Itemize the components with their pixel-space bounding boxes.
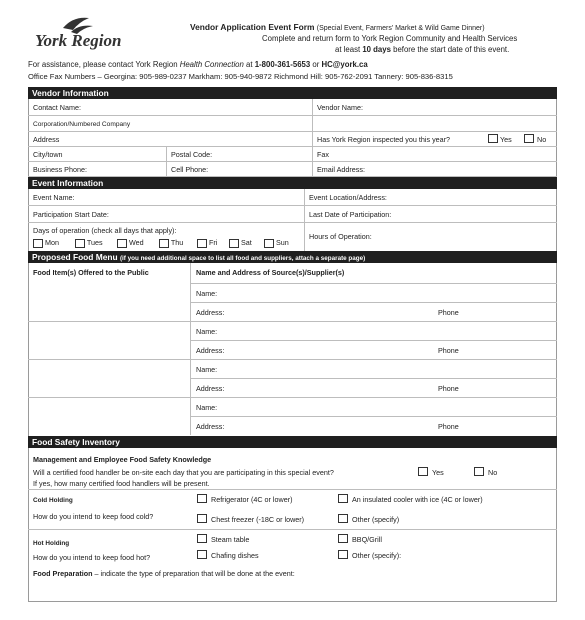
supplier-1-phone[interactable]: Phone: [438, 308, 459, 317]
day-fri-checkbox[interactable]: [197, 239, 207, 248]
field-event-name[interactable]: Event Name:: [33, 193, 75, 202]
freezer-label: Chest freezer (-18C or lower): [211, 515, 305, 524]
assistance-italic: Health Connection: [179, 60, 244, 69]
mgmt-knowledge-title: Management and Employee Food Safety Knowledge: [33, 455, 212, 464]
chafing-checkbox[interactable]: [197, 550, 207, 559]
steam-table-checkbox[interactable]: [197, 534, 207, 543]
food-preparation-line: [33, 569, 295, 578]
handler-no-label: No: [488, 468, 498, 477]
day-wed-label: Wed: [129, 238, 144, 247]
inspected-question: [317, 135, 450, 144]
day-sun[interactable]: [264, 238, 298, 248]
supplier-2-phone[interactable]: Phone: [438, 346, 459, 355]
form-title: Vendor Application Event Form: [190, 22, 315, 32]
supplier-1-name[interactable]: Name:: [196, 289, 218, 298]
day-thu-label: Thu: [170, 238, 184, 247]
freezer-checkbox[interactable]: [197, 514, 207, 523]
day-tues-checkbox[interactable]: [75, 239, 85, 248]
field-event-location[interactable]: Event Location/Address:: [309, 193, 387, 202]
header-instructions-line3: [335, 45, 509, 55]
section-proposed-food-menu: [28, 251, 557, 263]
supplier-1-address[interactable]: Address:: [196, 308, 225, 317]
day-thu[interactable]: [159, 238, 197, 248]
fridge-label: Refrigerator (4C or lower): [211, 495, 293, 504]
day-sat[interactable]: [229, 238, 264, 248]
bbq-checkbox[interactable]: [338, 534, 348, 543]
days-checkbox-row: [33, 238, 298, 248]
cold-other-checkbox[interactable]: [338, 514, 348, 523]
bbq-label: BBQ/Grill: [352, 535, 382, 544]
supplier-4-name[interactable]: Name:: [196, 403, 218, 412]
day-mon-label: Mon: [45, 238, 59, 247]
fax-numbers: Office Fax Numbers – Georgina: 905-989-0237 Markham: 905-940-9872 Richmond Hill: 905-762-2091 Tannery: 905-836-8315: [28, 72, 453, 81]
field-vendor-name[interactable]: Vendor Name:: [317, 103, 363, 112]
hot-other-checkbox[interactable]: [338, 550, 348, 559]
cold-holding-question: How do you intend to keep food cold?: [33, 512, 154, 521]
field-last-date[interactable]: Last Date of Participation:: [309, 210, 392, 219]
supplier-3-address[interactable]: Address:: [196, 384, 225, 393]
handler-yes-checkbox[interactable]: [418, 467, 428, 476]
day-tues-label: Tues: [86, 238, 103, 247]
cold-holding-title: Cold Holding: [33, 497, 73, 504]
assistance-mid: at: [246, 60, 253, 69]
section-vendor-information: Vendor Information: [28, 87, 557, 99]
col-food-items: Food Item(s) Offered to the Public: [33, 268, 149, 277]
handler-count-question: If yes, how many certified food handlers will be present.: [33, 479, 210, 488]
day-mon-checkbox[interactable]: [33, 239, 43, 248]
day-sat-label: Sat: [241, 238, 252, 247]
steam-table-label: Steam table: [211, 535, 250, 544]
food-prep-title: Food Preparation: [33, 569, 93, 578]
hot-holding-title: Hot Holding: [33, 540, 70, 547]
section-event-information: Event Information: [28, 177, 557, 189]
section-food-safety-inventory: Food Safety Inventory: [28, 436, 557, 448]
inspected-no-label: No: [537, 135, 547, 144]
day-sat-checkbox[interactable]: [229, 239, 239, 248]
cooler-label: An insulated cooler with ice (4C or lower): [352, 495, 483, 504]
fridge-checkbox[interactable]: [197, 494, 207, 503]
menu-heading-note: (if you need additional space to list all food and suppliers, attach a separate page): [119, 255, 366, 262]
handler-no-checkbox[interactable]: [474, 467, 484, 476]
inspected-yes-label: Yes: [500, 135, 512, 144]
field-corporation[interactable]: Corporation/Numbered Company: [33, 121, 131, 128]
supplier-2-address[interactable]: Address:: [196, 346, 225, 355]
assistance-pre: For assistance, please contact York Region: [28, 60, 178, 69]
logo-text: York Region: [35, 31, 122, 50]
field-city[interactable]: City/town: [33, 150, 63, 159]
header-instructions-line2: Complete and return form to York Region Community and Health Services: [262, 34, 518, 43]
assistance-line: [28, 60, 368, 70]
certified-handler-question: Will a certified food handler be on-site each day that you are participating in this special event?: [33, 468, 334, 477]
day-fri[interactable]: [197, 238, 229, 248]
supplier-3-phone[interactable]: Phone: [438, 384, 459, 393]
supplier-4-address[interactable]: Address:: [196, 422, 225, 431]
inspected-no-checkbox[interactable]: [524, 134, 534, 143]
menu-heading: Proposed Food Menu: [32, 252, 118, 262]
inspected-label: Has York Region inspected you this year?: [317, 135, 451, 144]
field-start-date[interactable]: Participation Start Date:: [33, 210, 109, 219]
line3-pre: at least: [335, 45, 361, 54]
hot-holding-question: How do you intend to keep food hot?: [33, 553, 151, 562]
day-sun-label: Sun: [276, 238, 289, 247]
field-address[interactable]: Address: [33, 135, 60, 144]
day-wed[interactable]: [117, 238, 159, 248]
day-mon[interactable]: [33, 238, 75, 248]
assistance-phone: 1-800-361-5653: [254, 60, 311, 69]
line3-bold: 10 days: [362, 45, 391, 54]
col-suppliers: Name and Address of Source(s)/Supplier(s): [196, 268, 345, 277]
assistance-email[interactable]: HC@york.ca: [321, 60, 368, 69]
handler-yes-label: Yes: [432, 468, 444, 477]
assistance-or: or: [312, 60, 320, 69]
field-cell-phone[interactable]: Cell Phone:: [171, 165, 209, 174]
field-postal-code[interactable]: Postal Code:: [171, 150, 213, 159]
day-wed-checkbox[interactable]: [117, 239, 127, 248]
field-email[interactable]: Email Address:: [317, 165, 365, 174]
form-frame: [28, 87, 557, 602]
days-of-operation-label: Days of operation (check all days that apply):: [33, 226, 177, 235]
form-title-line: [190, 22, 485, 34]
form-title-sub: (Special Event, Farmers' Market & Wild Game Dinner): [316, 25, 485, 32]
day-fri-label: Fri: [209, 238, 218, 247]
chafing-label: Chafing dishes: [211, 551, 259, 560]
day-tues[interactable]: [75, 238, 117, 248]
day-sun-checkbox[interactable]: [264, 239, 274, 248]
york-region-logo: [35, 14, 145, 54]
field-fax[interactable]: Fax: [317, 150, 329, 159]
supplier-3-name[interactable]: Name:: [196, 365, 218, 374]
supplier-4-phone[interactable]: Phone: [438, 422, 459, 431]
inspected-yes-checkbox[interactable]: [488, 134, 498, 143]
field-business-phone[interactable]: Business Phone:: [33, 165, 87, 174]
day-thu-checkbox[interactable]: [159, 239, 169, 248]
cold-other-label: Other (specify): [352, 515, 400, 524]
cooler-checkbox[interactable]: [338, 494, 348, 503]
hot-other-label: Other (specify):: [352, 551, 402, 560]
field-contact-name[interactable]: Contact Name:: [33, 103, 81, 112]
line3-post: before the start date of this event.: [393, 45, 510, 54]
food-prep-instruction: – indicate the type of preparation that will be done at the event:: [92, 569, 295, 578]
field-hours-of-operation[interactable]: Hours of Operation:: [309, 232, 372, 241]
supplier-2-name[interactable]: Name:: [196, 327, 218, 336]
